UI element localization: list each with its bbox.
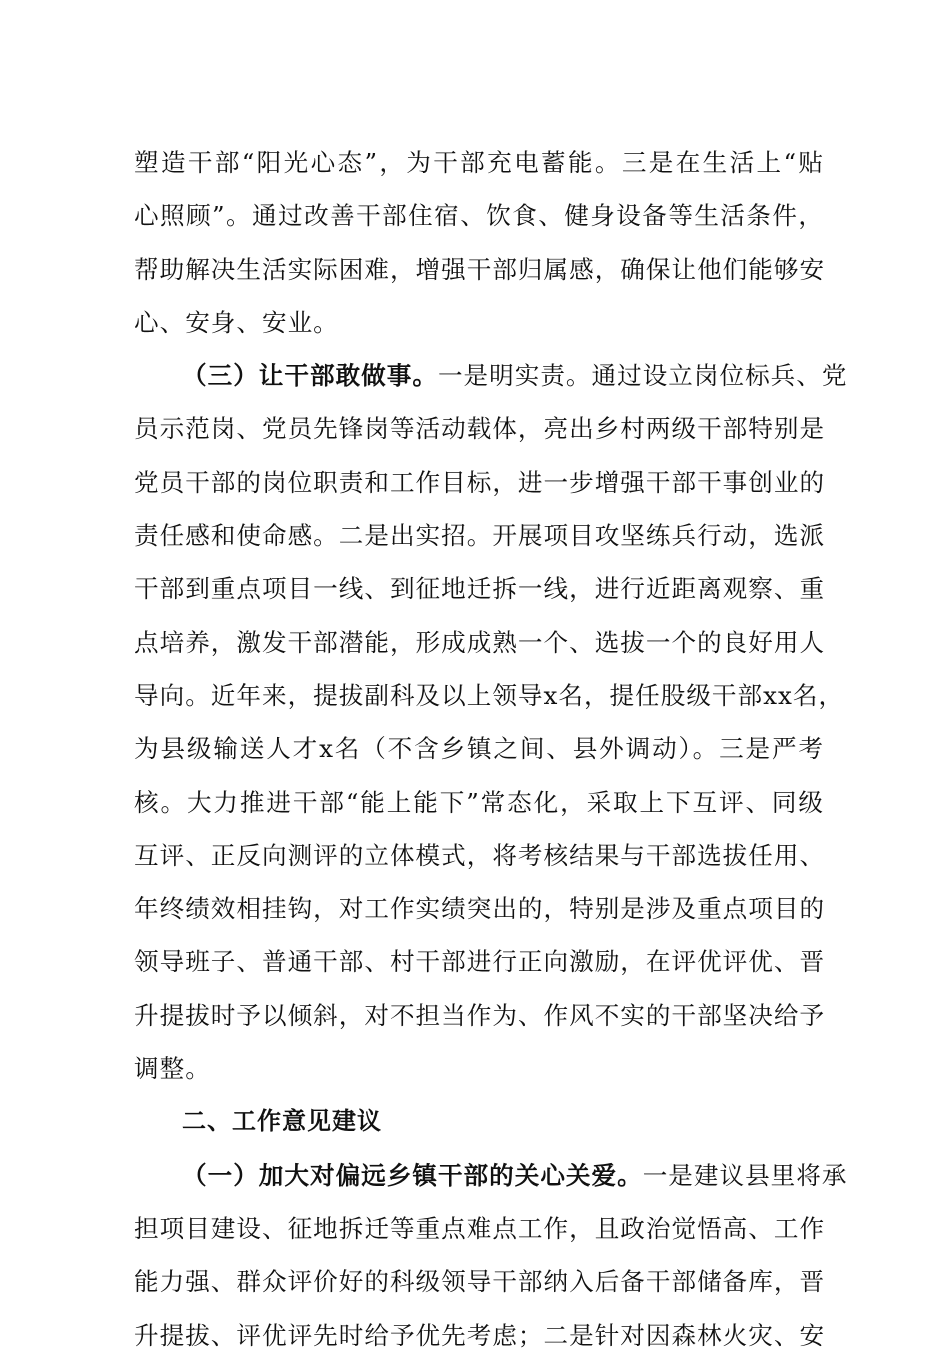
text-line: 升提拔时予以倾斜，对不担当作为、作风不实的干部坚决给予	[134, 1000, 826, 1030]
paragraph-lead-text: 一是明实责。通过设立岗位标兵、党	[437, 361, 848, 391]
text-line: 调整。	[134, 1054, 211, 1084]
text-line: 干部到重点项目一线、到征地迁拆一线，进行近距离观察、重	[134, 574, 826, 604]
text-line: 员示范岗、党员先锋岗等活动载体，亮出乡村两级干部特别是	[134, 414, 826, 444]
text-line: 帮助解决生活实际困难，增强干部归属感，确保让他们能够安	[134, 254, 826, 284]
section-heading: 二、工作意见建议	[182, 1107, 382, 1136]
paragraph-lead-title: （三）让干部敢做事。	[182, 361, 438, 391]
paragraph-care-for-remote-cadres	[134, 1149, 848, 1362]
text-line: 担项目建设、征地拆迁等重点难点工作，且政治觉悟高、工作	[134, 1213, 826, 1243]
text-line: 点培养，激发干部潜能，形成成熟一个、选拔一个的良好用人	[134, 627, 826, 657]
paragraph-living-care	[134, 136, 824, 349]
document-body	[134, 136, 848, 1362]
text-line	[134, 1149, 848, 1202]
text-line: 年终绩效相挂钩，对工作实绩突出的，特别是涉及重点项目的	[134, 894, 826, 924]
text-line: 领导班子、普通干部、村干部进行正向激励，在评优评优、晋	[134, 947, 826, 977]
text-line: 能力强、群众评价好的科级领导干部纳入后备干部储备库，晋	[134, 1267, 826, 1297]
text-line: 心照顾”。通过改善干部住宿、饮食、健身设备等生活条件，	[134, 201, 824, 231]
text-line: 心、安身、安业。	[134, 307, 339, 337]
text-line: 责任感和使命感。二是出实招。开展项目攻坚练兵行动，选派	[134, 521, 826, 551]
text-line: 导向。近年来，提拔副科及以上领导x名，提任股级干部xx名，	[134, 680, 845, 710]
text-line: 互评、正反向测评的立体模式，将考核结果与干部选拔任用、	[134, 840, 826, 870]
paragraph-lead-text: 一是建议县里将承	[642, 1160, 848, 1190]
text-line: 党员干部的岗位职责和工作目标，进一步增强干部干事创业的	[134, 467, 826, 497]
text-line: 升提拔、评优评先时给予优先考虑；二是针对因森林火灾、安	[134, 1320, 826, 1350]
paragraph-dare-to-act	[134, 349, 848, 1095]
text-line: 核。大力推进干部“能上能下”常态化，采取上下互评、同级	[134, 787, 824, 817]
text-line: 塑造干部“阳光心态”，为干部充电蓄能。三是在生活上“贴	[134, 148, 824, 177]
text-line: 为县级输送人才x名（不含乡镇之间、县外调动）。三是严考	[134, 734, 824, 764]
paragraph-lead-title: （一）加大对偏远乡镇干部的关心关爱。	[182, 1160, 643, 1190]
text-line	[134, 349, 848, 402]
